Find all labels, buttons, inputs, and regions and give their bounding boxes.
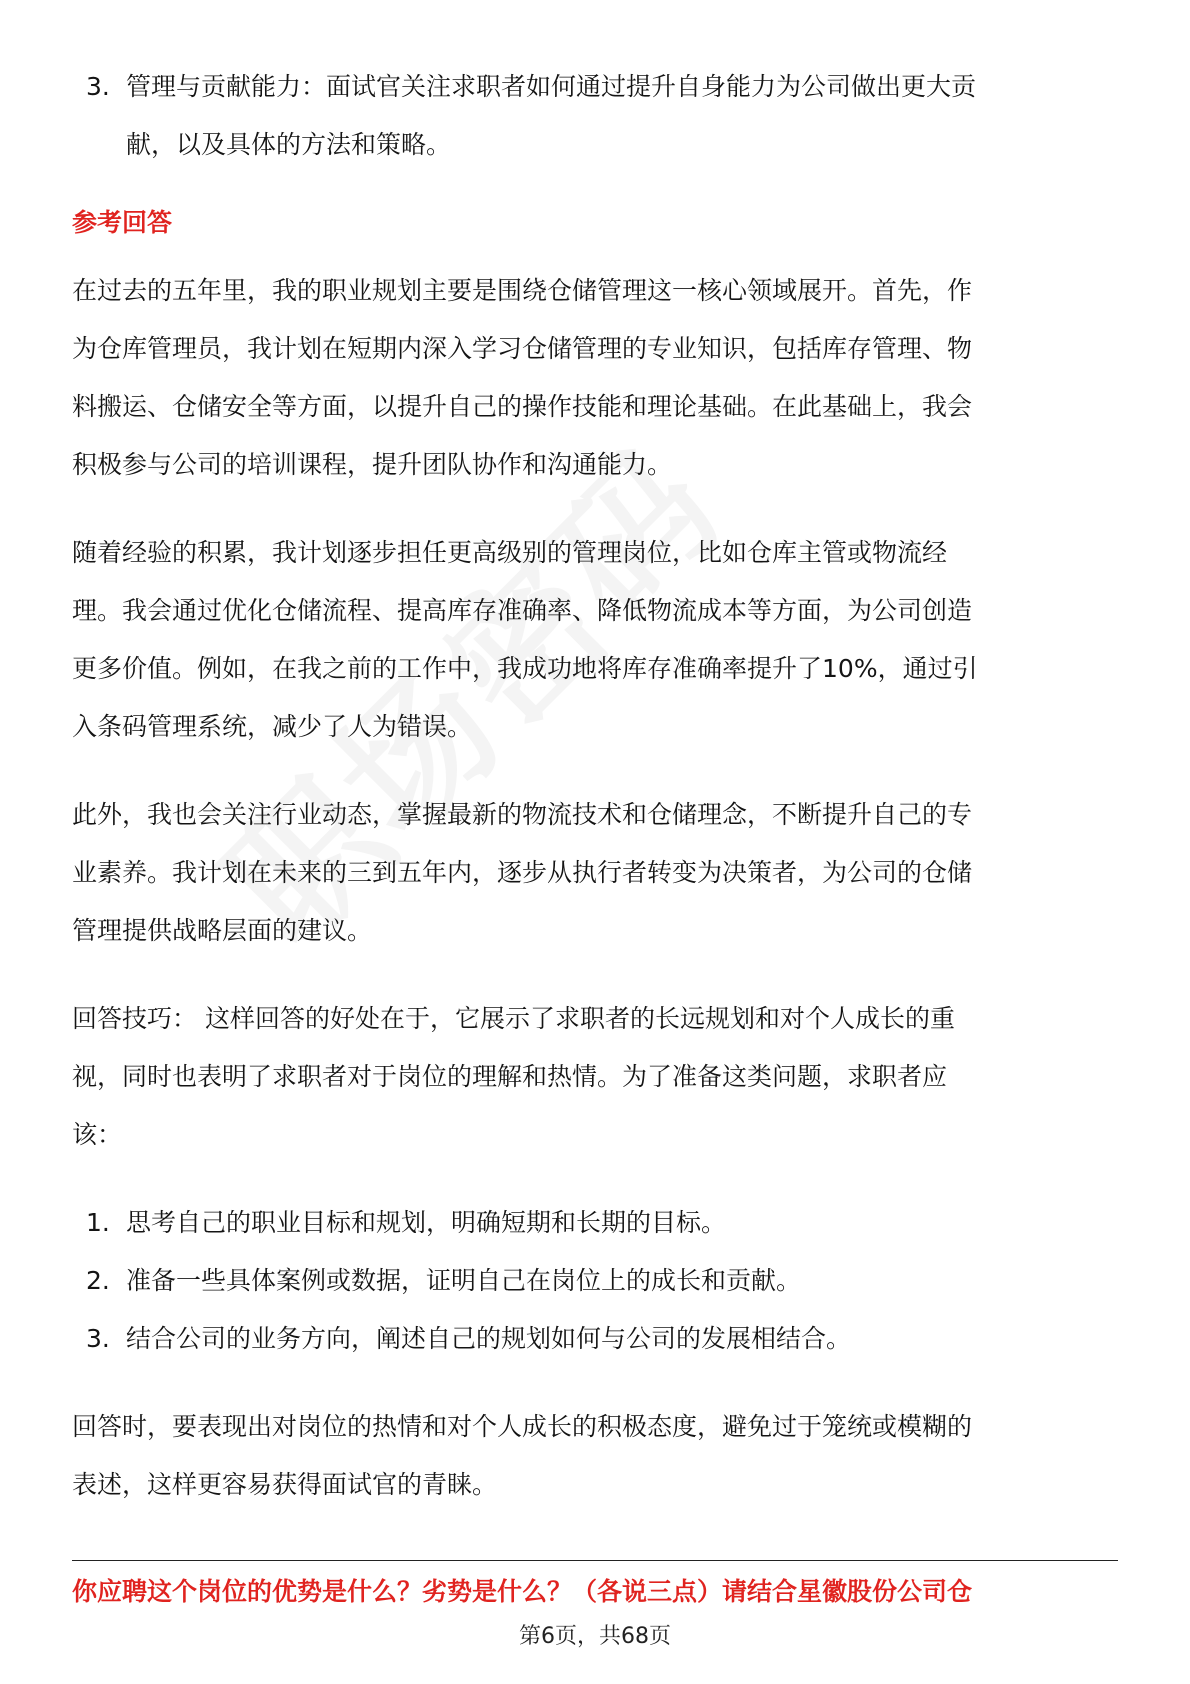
section-title: 参考回答: [72, 208, 173, 237]
list-item: [72, 1252, 1118, 1310]
paragraph-closing: [72, 1398, 1118, 1514]
paragraph-line: 回答时，要表现出对岗位的热情和对个人成长的积极态度，避免过于笼统或模糊的: [72, 1412, 973, 1441]
list-number: 1.: [86, 1208, 110, 1237]
paragraph-line: 该：: [72, 1120, 123, 1149]
list-text: 管理与贡献能力：面试官关注求职者如何通过提升自身能力为公司做出更大贡: [126, 72, 977, 101]
paragraph-2: [72, 524, 1118, 756]
paragraph-3: [72, 786, 1118, 960]
paragraph-line: 表述，这样更容易获得面试官的青睐。: [72, 1470, 498, 1499]
list-number: 2.: [86, 1266, 110, 1295]
next-question-heading: 你应聘这个岗位的优势是什么？劣势是什么？（各说三点）请结合星徽股份公司仓: [72, 1577, 973, 1606]
page-footer: 第6页，共68页: [519, 1624, 671, 1649]
divider: [72, 1560, 1118, 1561]
paragraph-line: 回答技巧： 这样回答的好处在于，它展示了求职者的长远规划和对个人成长的重: [72, 1004, 955, 1033]
paragraph-line: 此外，我也会关注行业动态，掌握最新的物流技术和仓储理念，不断提升自己的专: [72, 800, 973, 829]
paragraph-line: 在过去的五年里，我的职业规划主要是围绕仓储管理这一核心领域展开。首先，作: [72, 276, 973, 305]
paragraph-answer-tips: [72, 990, 1118, 1164]
list-text: 结合公司的业务方向，阐述自己的规划如何与公司的发展相结合。: [126, 1324, 852, 1353]
paragraph-line: 为仓库管理员，我计划在短期内深入学习仓储管理的专业知识，包括库存管理、物: [72, 334, 973, 363]
list-item: [72, 1194, 1118, 1252]
paragraph-line: 理。我会通过优化仓储流程、提高库存准确率、降低物流成本等方面，为公司创造: [72, 596, 973, 625]
paragraph-line: 视，同时也表明了求职者对于岗位的理解和热情。为了准备这类问题，求职者应: [72, 1062, 948, 1091]
list-number: 3.: [86, 1324, 110, 1353]
paragraph-line: 随着经验的积累，我计划逐步担任更高级别的管理岗位，比如仓库主管或物流经: [72, 538, 948, 567]
paragraph-line: 料搬运、仓储安全等方面，以提升自己的操作技能和理论基础。在此基础上，我会: [72, 392, 973, 421]
paragraph-line: 管理提供战略层面的建议。: [72, 916, 373, 945]
paragraph-line: 入条码管理系统，减少了人为错误。: [72, 712, 473, 741]
paragraph-line: 业素养。我计划在未来的三到五年内，逐步从执行者转变为决策者，为公司的仓储: [72, 858, 973, 887]
list-text-continued: 献，以及具体的方法和策略。: [126, 130, 452, 159]
list-text: 思考自己的职业目标和规划，明确短期和长期的目标。: [126, 1208, 727, 1237]
content: [72, 58, 1118, 1514]
paragraph-1: [72, 262, 1118, 494]
list-number: 3.: [86, 72, 110, 101]
list-item: [72, 58, 1118, 174]
paragraph-line: 更多价值。例如，在我之前的工作中，我成功地将库存准确率提升了10%，通过引: [72, 654, 978, 683]
list-text: 准备一些具体案例或数据，证明自己在岗位上的成长和贡献。: [126, 1266, 802, 1295]
list-item: [72, 1310, 1118, 1368]
paragraph-line: 积极参与公司的培训课程，提升团队协作和沟通能力。: [72, 450, 673, 479]
tips-list: [72, 1194, 1118, 1368]
